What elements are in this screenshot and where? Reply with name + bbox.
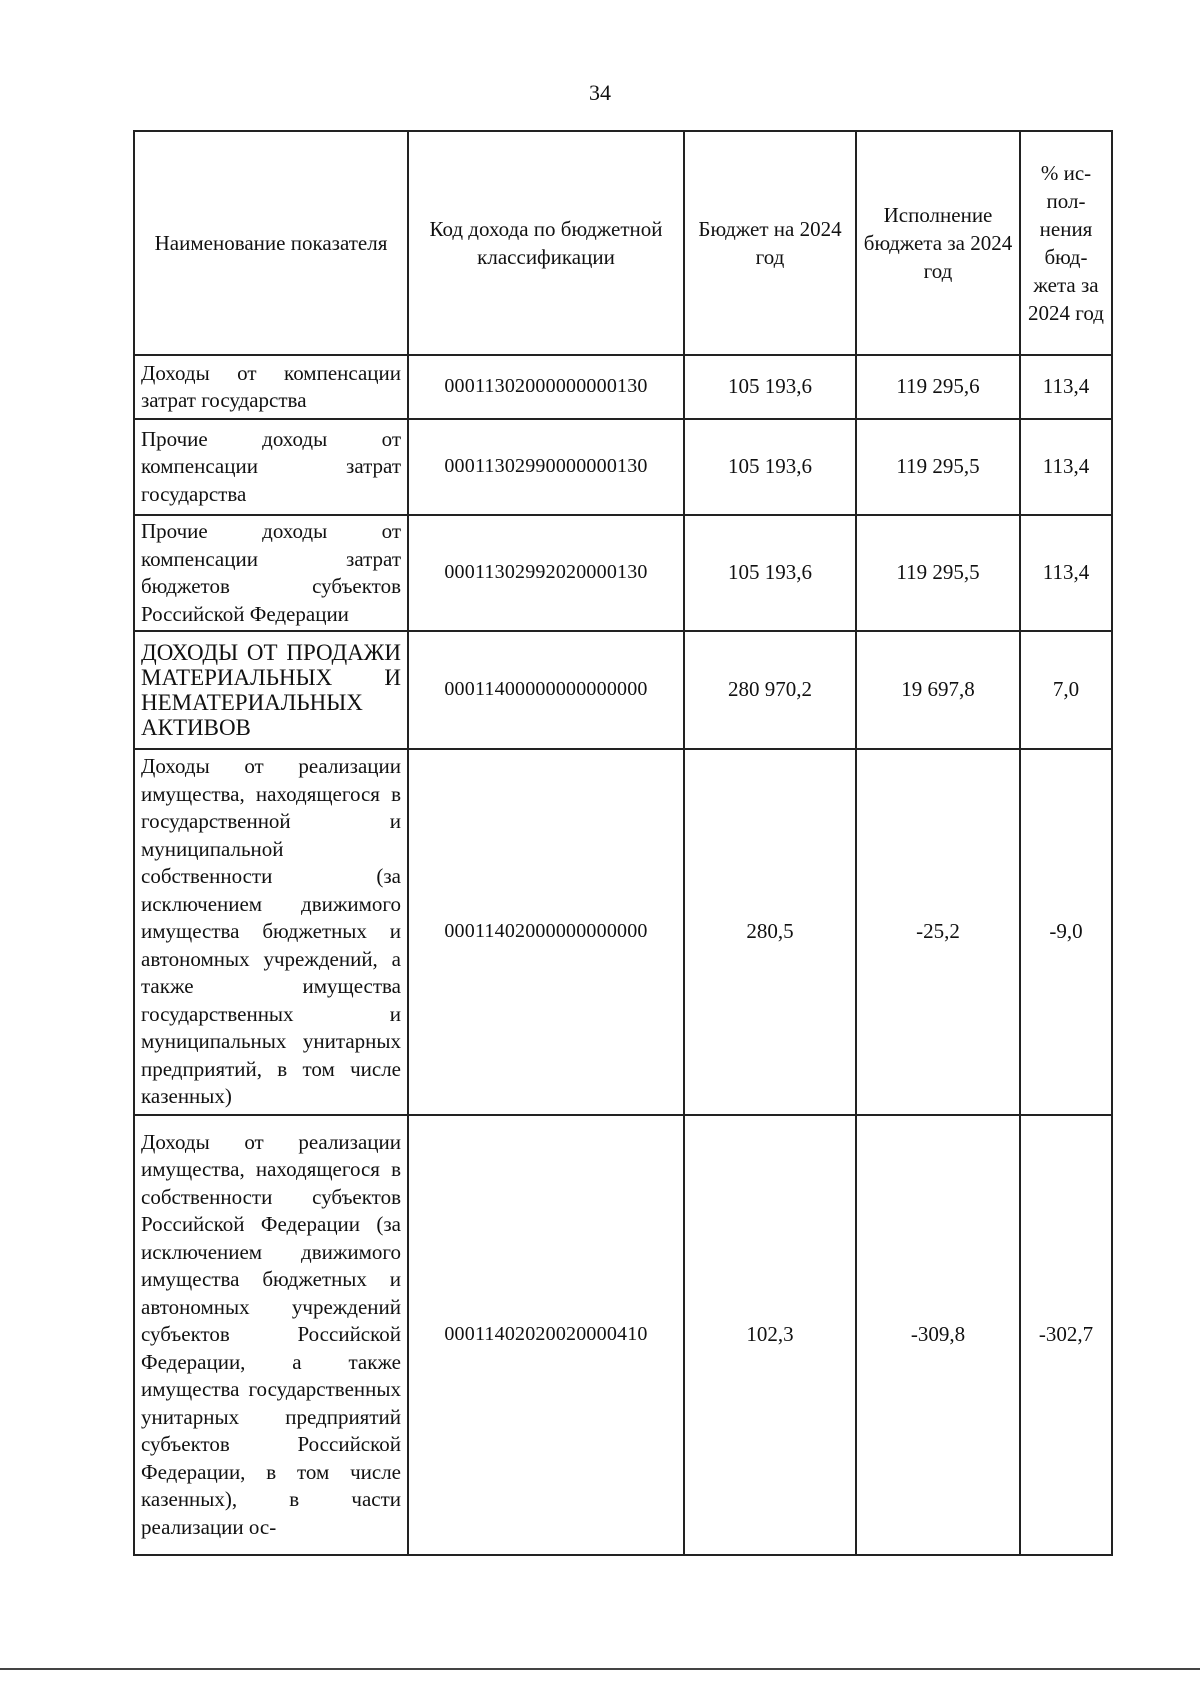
row-execution: 119 295,6 xyxy=(856,355,1020,419)
row-execution: -25,2 xyxy=(856,749,1020,1115)
header-name: Наименование показателя xyxy=(134,131,408,355)
row-name: Прочие доходы от компенсации затрат бюджетов субъектов Российской Федерации xyxy=(134,515,408,631)
row-code: 00011402020020000410 xyxy=(408,1115,684,1555)
row-execution: -309,8 xyxy=(856,1115,1020,1555)
row-budget: 280,5 xyxy=(684,749,856,1115)
row-name: Доходы от компенсации затрат государства xyxy=(134,355,408,419)
row-budget: 280 970,2 xyxy=(684,631,856,749)
row-code: 00011402000000000000 xyxy=(408,749,684,1115)
table-row xyxy=(134,749,1112,1115)
table-header-row xyxy=(134,131,1112,355)
row-execution: 119 295,5 xyxy=(856,419,1020,515)
header-budget: Бюджет на 2024 год xyxy=(684,131,856,355)
row-percent: -9,0 xyxy=(1020,749,1112,1115)
table-row xyxy=(134,631,1112,749)
row-percent: 113,4 xyxy=(1020,355,1112,419)
row-budget: 102,3 xyxy=(684,1115,856,1555)
row-execution: 19 697,8 xyxy=(856,631,1020,749)
header-execution: Исполнение бюджета за 2024 год xyxy=(856,131,1020,355)
page-bottom-rule xyxy=(0,1668,1200,1670)
table-row xyxy=(134,419,1112,515)
table-row xyxy=(134,355,1112,419)
row-percent: 113,4 xyxy=(1020,419,1112,515)
header-code: Код дохода по бюджетной классификации xyxy=(408,131,684,355)
row-percent: 113,4 xyxy=(1020,515,1112,631)
page-number: 34 xyxy=(589,80,611,105)
header-percent: % ис-пол-нения бюд-жета за 2024 год xyxy=(1020,131,1112,355)
row-percent: -302,7 xyxy=(1020,1115,1112,1555)
row-code: 00011302000000000130 xyxy=(408,355,684,419)
row-name: Прочие доходы от компенсации затрат государства xyxy=(134,419,408,515)
row-name: ДОХОДЫ ОТ ПРОДАЖИ МАТЕРИАЛЬНЫХ И НЕМАТЕРИАЛЬНЫХ АКТИВОВ xyxy=(134,631,408,749)
row-execution: 119 295,5 xyxy=(856,515,1020,631)
row-budget: 105 193,6 xyxy=(684,515,856,631)
row-name: Доходы от реализации имущества, находящегося в собственности субъектов Российской Федерации (за исключением движимого имущества бюджетных и автономных учреждений субъектов Российской Федерации, а также имущества государственных унитарных предприятий субъектов Российской Федерации, в том числе казенных), в части реализации ос- xyxy=(134,1115,408,1555)
row-percent: 7,0 xyxy=(1020,631,1112,749)
row-name: Доходы от реализации имущества, находящегося в государственной и муниципальной собственности (за исключением движимого имущества бюджетных и автономных учреждений, а также имущества государственных и муниципальных унитарных предприятий, в том числе казенных) xyxy=(134,749,408,1115)
budget-table xyxy=(133,130,1113,1556)
table-row xyxy=(134,1115,1112,1555)
row-budget: 105 193,6 xyxy=(684,355,856,419)
table-row xyxy=(134,515,1112,631)
row-budget: 105 193,6 xyxy=(684,419,856,515)
row-code: 00011302992020000130 xyxy=(408,515,684,631)
row-code: 00011302990000000130 xyxy=(408,419,684,515)
row-code: 00011400000000000000 xyxy=(408,631,684,749)
